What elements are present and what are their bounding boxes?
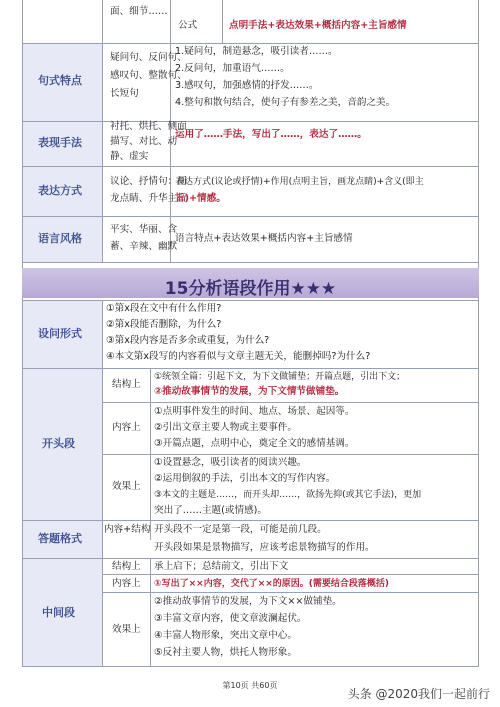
rule (102, 574, 478, 575)
top-left-text: 面、细节…… (110, 6, 168, 17)
opening-structure-label: 结构上 (112, 379, 141, 390)
rule (150, 368, 151, 520)
rule (102, 592, 478, 593)
section-label-middle: 中间段 (42, 606, 75, 619)
expression-line-1: 表达方式(议论或抒情)+作用(点明主旨，画龙点睛)+含义(即主 (175, 177, 424, 187)
section-label-sentence: 句式特点 (38, 74, 82, 87)
sentence-item-1: 1.疑问句，制造悬念，吸引读者……。 (175, 46, 338, 57)
sentence-desc-1: 疑问句、反问句、 (110, 52, 187, 63)
section-label-answer: 答题格式 (38, 532, 82, 545)
opening-content-label: 内容上 (112, 422, 141, 433)
sentence-item-2: 2.反问句，加重语气……。 (175, 63, 290, 74)
rule (22, 121, 479, 122)
style-desc-2: 蓄、辛辣、幽默 (110, 241, 178, 252)
sentence-item-3: 3.感叹句，加强感情的抒发……。 (175, 80, 319, 91)
rule (22, 0, 23, 1)
middle-content: ①写出了××内容，交代了××的原因。(需要结合段落概括) (154, 579, 390, 589)
middle-structure: 承上启下；总结前文，引出下文 (154, 561, 289, 572)
rule (22, 43, 479, 44)
section-title-band (22, 268, 479, 298)
question-item-3: ③第x段内容是否多余或重复，为什么? (106, 335, 270, 346)
opening-effect-4: 突出了……主题(或情感)。 (154, 505, 268, 516)
rule (22, 262, 479, 263)
answer-sub: 内容+结构 (104, 524, 151, 535)
rule (102, 0, 103, 262)
expression-desc-2: 龙点睛、升华主旨 (110, 193, 187, 204)
middle-effect-3: ④丰富人物形象，突出文章中心。 (154, 630, 297, 641)
sentence-desc-3: 长短句 (110, 88, 139, 99)
rule (22, 368, 479, 369)
opening-effect-2: ②运用倒叙的手法，引出本文的写作内容。 (154, 473, 336, 484)
middle-structure-label: 结构上 (112, 561, 141, 572)
section-label-style: 语言风格 (38, 232, 82, 245)
opening-content-3: ③开篇点题，点明中心，奠定全文的感情基调。 (154, 438, 355, 449)
rule (22, 166, 479, 167)
middle-effect-2: ③丰富文章内容，使文章波澜起伏。 (154, 613, 307, 624)
style-desc-1: 平实、华丽、含 (110, 224, 178, 235)
watermark: 头条 @2020我们一起前行 (347, 687, 490, 701)
rule (22, 666, 479, 667)
opening-effect-label: 效果上 (112, 481, 141, 492)
question-item-4: ④本文第x段写的内容看似与文章主题无关，能删掉吗?为什么? (106, 351, 371, 362)
opening-effect-1: ①设置悬念，吸引读者的阅读兴趣。 (154, 457, 307, 468)
question-item-2: ②第x段能否删除，为什么? (106, 319, 222, 330)
section-label-expression: 表达方式 (38, 184, 82, 197)
expression-line-2: 旨)+情感。 (175, 193, 226, 204)
rule (22, 520, 479, 521)
middle-effect-1: ②推动故事情节的发展，为下文××做铺垫。 (154, 596, 342, 607)
rule (22, 216, 479, 217)
answer-line-1: 开头段不一定是第一段，可能是前几段。 (154, 524, 327, 535)
answer-line-2: 开头段如果是景物描写，应该考虑景物描写的作用。 (154, 542, 375, 553)
opening-structure-1: ①统领全篇：引起下文，为下文做铺垫；开篇点题，引出下文； (154, 372, 406, 382)
question-item-1: ①第x段在文中有什么作用? (106, 303, 222, 314)
page-number: 第10页 共60页 (222, 681, 278, 690)
opening-effect-3: ③本文的主题是……，而开头却……，欲扬先抑(或其它手法)，更加 (154, 490, 422, 500)
rule (478, 0, 479, 666)
rule (102, 402, 478, 403)
sentence-desc-2: 感叹句、整散句、 (110, 70, 187, 81)
rule (102, 454, 478, 455)
expression-desc-1: 议论、抒情句：画 (110, 176, 187, 187)
technique-content: 运用了……手法，写出了……，表达了……。 (175, 129, 367, 140)
rule (222, 0, 223, 43)
rule (22, 558, 479, 559)
section-label-technique: 表现手法 (38, 136, 82, 149)
formula-content: 点明手法+表达效果+概括内容+主旨感情 (229, 20, 407, 31)
technique-desc-2: 描写、对比、动 (110, 136, 178, 147)
section-label-opening: 开头段 (42, 437, 75, 450)
rule (22, 0, 23, 666)
style-content: 语言特点+表达效果+概括内容+主旨感情 (175, 233, 353, 244)
middle-content-label: 内容上 (112, 578, 141, 589)
section-title: 15分析语段作用★★★ (164, 279, 337, 299)
middle-effect-label: 效果上 (112, 624, 141, 635)
rule (22, 300, 479, 301)
technique-desc-1: 衬托、烘托、侧面 (110, 121, 187, 132)
opening-content-1: ①点明事件发生的时间、地点、场景、起因等。 (154, 406, 355, 417)
formula-label: 公式 (178, 20, 198, 31)
section-label-question: 设问形式 (38, 327, 82, 340)
sentence-item-4: 4.整句和散句结合，使句子有参差之美，音韵之美。 (175, 97, 396, 108)
rule (102, 300, 103, 666)
technique-desc-3: 静、虚实 (110, 151, 149, 162)
opening-structure-2: ②推动故事情节的发展，为下文情节做铺垫。 (154, 386, 345, 397)
opening-content-2: ②引出文章主要人物或主要事件。 (154, 422, 297, 433)
middle-effect-4: ⑤反衬主要人物，烘托人物形象。 (154, 647, 297, 658)
